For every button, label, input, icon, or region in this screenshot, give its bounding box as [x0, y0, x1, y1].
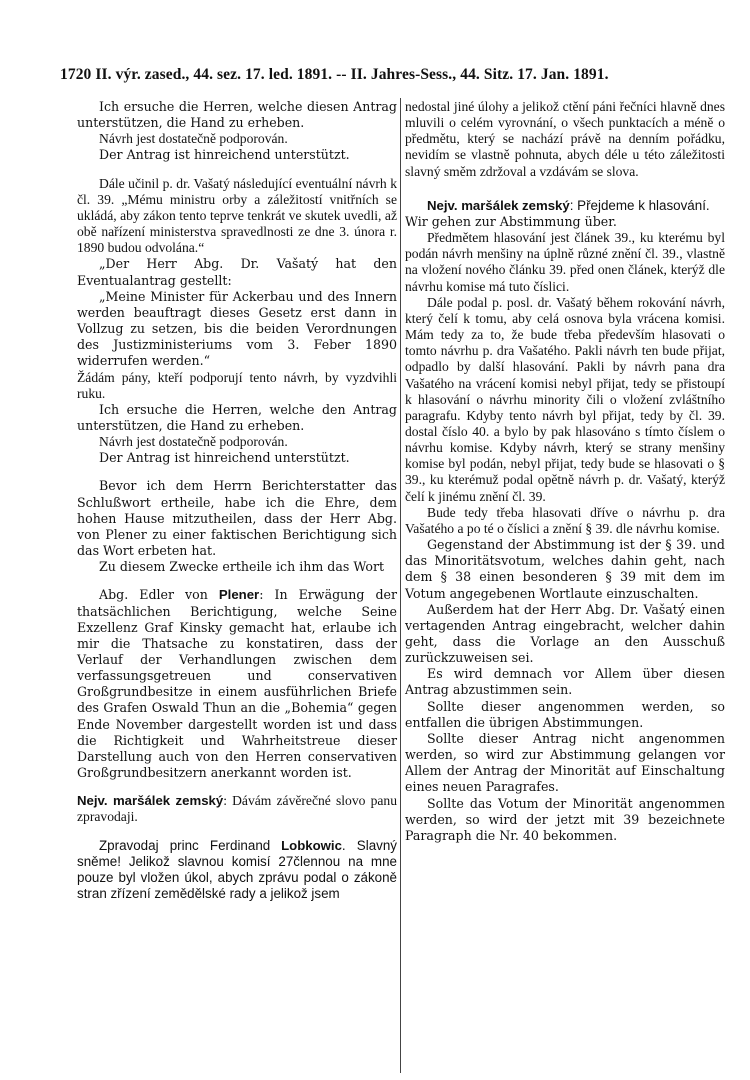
spacer: [77, 781, 397, 793]
spacer: [405, 180, 725, 198]
paragraph: Sollte das Votum der Minorität angenommen werden, so wird der jetzt mit 39 bezeichnete Paragraph die Nr. 40 bekommen.: [405, 795, 725, 843]
paragraph: Der Antrag ist hinreichend unterstützt.: [99, 450, 350, 466]
paragraph: Návrh jest dostatečně podporován.: [99, 434, 288, 450]
paragraph: Außerdem hat der Herr Abg. Dr. Vašatý einen vertagenden Antrag eingebracht, welcher dahin geht, dass die Vorlage an den Ausschuß zurückzuweisen sei.: [405, 601, 725, 666]
column-divider: [400, 98, 401, 1073]
paragraph: Dále učinil p. dr. Vašatý následující eventuální návrh k čl. 39. „Mému ministru orby a záležitostí vnitřních se ukládá, aby zákon tento teprve tenkrát ve skutek uvedli, až obě nařízení ministerstva spravedlnosti ze dne 3. února r. 1890 budou odvolána.“: [77, 175, 397, 256]
speech-paragraph: [77, 838, 397, 903]
speech-paragraph: [77, 587, 397, 781]
speech-paragraph: [77, 793, 397, 825]
paragraph: „Der Herr Abg. Dr. Vašatý hat den Eventualantrag gestellt:: [77, 256, 397, 288]
paragraph: Gegenstand der Abstimmung ist der § 39. und das Minoritätsvotum, welches dahin geht, nach dem § 38 einen besonderen § 39 mit dem im Votum angegebenen Wortlaute einzuschalten.: [405, 537, 725, 601]
speaker-prefix: Zpravodaj princ Ferdinand: [99, 837, 271, 853]
speaker-name: Plener: [218, 587, 260, 603]
paragraph: Sollte dieser angenommen werden, so entfallen die übrigen Abstimmungen.: [405, 698, 725, 730]
speaker-prefix: Abg. Edler von: [99, 587, 208, 603]
spacer: [77, 466, 397, 478]
paragraph: Ich ersuche die Herren, welche diesen Antrag unterstützen, die Hand zu erheben.: [77, 99, 397, 131]
paragraph: Ich ersuche die Herren, welche den Antrag unterstützen, die Hand zu erheben.: [77, 401, 397, 433]
paragraph: Návrh jest dostatečně podporován.: [99, 131, 288, 147]
spacer: [77, 575, 397, 587]
paragraph: Der Antrag ist hinreichend unterstützt.: [99, 147, 350, 163]
spacer: [77, 826, 397, 838]
paragraph: nedostal jiné úlohy a jelikož ctění páni řečníci hlavně dnes mluvili o celém vyrovnání, o všech punktacích a méně o předmětu, který se nachází právě na denním pořádku, nevidím se vlastně pohnuta, abych déle u této záležitosti slavný směm zdržoval a vzdávám se slova.: [405, 99, 725, 179]
paragraph: Předmětem hlasování jest článek 39., ku kterému byl podán návrh menšiny na úplně různé znění čl. 39., vlastně na vložení nového článku 39. před onen článek, kterýž dle návrhu komise má tuto číslici.: [405, 230, 725, 294]
paragraph: Sollte dieser Antrag nicht angenommen werden, so wird zur Abstimmung gelangen vor Allem der Antrag der Minorität auf Einschaltung eines neuen Paragrafes.: [405, 730, 725, 795]
paragraph: Es wird demnach vor Allem über diesen Antrag abzustimmen sein.: [405, 666, 725, 698]
speech-text: : In Erwägung der thatsächlichen Berichtigung, welche Seine Exzellenz Graf Kinsky gemacht hat, erlaube ich mir die Thatsache zu konstatiren, dass der Verlauf der Verhandlungen zwischen dem verfassungsgetreuen und conservativen Großgrundbesitze in einem ausführlichen Briefe des Grafen Oswald Thun an die „Bohemia“ gegen Ende November dargestellt worden ist und dass die Richtigkeit und Wahrheitstreue dieser Darstellung auch von den Herren conservativen Großgrundbesitzern anerkannt worden ist.: [77, 587, 397, 781]
paragraph: Bevor ich dem Herrn Berichterstatter das Schlußwort ertheile, habe ich die Ehre, dem hohen Hause mitzutheilen, dass der Herr Abg. von Plener zu einer faktischen Berichtigung sich das Wort erbeten hat.: [77, 478, 397, 559]
speaker-name: Nejv. maršálek zemský: [77, 793, 224, 809]
spacer: [77, 164, 397, 176]
speech-text: : Přejdeme k hlasování.: [569, 197, 710, 213]
paragraph: „Meine Minister für Ackerbau und des Innern werden beauftragt dieses Gesetz erst dann in Vollzug zu setzen, bis die beiden Verordnungen des Justizministeriums vom 3. Feber 1890 widerrufen werden.“: [77, 288, 397, 369]
speech-text: . Slavný sněme! Jelikož slavnou komisí 27člennou na mne pouze byl vložen úkol, abych zprávu podal o zákoně stran zřízení zemědělské rady a jelikož jsem: [77, 837, 397, 902]
left-column: [77, 99, 397, 902]
paragraph: Žádám pány, kteří podporují tento návrh, by vyzdvihli ruku.: [77, 369, 397, 401]
speech-text: : Dávám závěrečné slovo panu zpravodaji.: [77, 793, 397, 825]
speaker-name: Nejv. maršálek zemský: [427, 197, 570, 213]
page-header: 1720 II. výr. zased., 44. sez. 17. led. 1891. -- II. Jahres-Sess., 44. Sitz. 17. Jan. 1891.: [60, 66, 609, 83]
speech-paragraph: [405, 198, 725, 214]
paragraph: Bude tedy třeba hlasovati dříve o návrhu p. dra Vašatého a po té o číslici a znění § 39. dle návrhu komise.: [405, 504, 725, 536]
speaker-name: Lobkowic: [281, 837, 342, 853]
paragraph: Dále podal p. posl. dr. Vašatý během rokování návrh, který čelí k tomu, aby celá osnova byla vrácena komisi. Mám tedy za to, že bude třeba především hlasovati o tomto návrhu p. dra Vašatého. Pakli návrh ten bude přijat, odpadlo by další hlasování. Pakli by návrh pana dra Vašatého na vrácení komisi nebyl přijat, tedy se přistoupí k hlasování o návrhu minority čili o vložení zvláštního paragrafu. Kdyby tento návrh byl přijat, tedy by čl. 39. dostal číslo 40. a bylo by pak hlasováno s tímto číslem o návrhu komise. Kdyby návrh, který se strany menšiny komise byl podán, nebyl přijat, tedy bude se hlasovati o § 39., ku kterémuž podal opětně návrh p. dr. Vašatý, kterýž čelí k jinému znění čl. 39.: [405, 294, 725, 504]
paragraph: Zu diesem Zwecke ertheile ich ihm das Wort: [99, 559, 385, 575]
paragraph: Wir gehen zur Abstimmung über.: [405, 213, 617, 229]
right-column: [405, 99, 725, 844]
